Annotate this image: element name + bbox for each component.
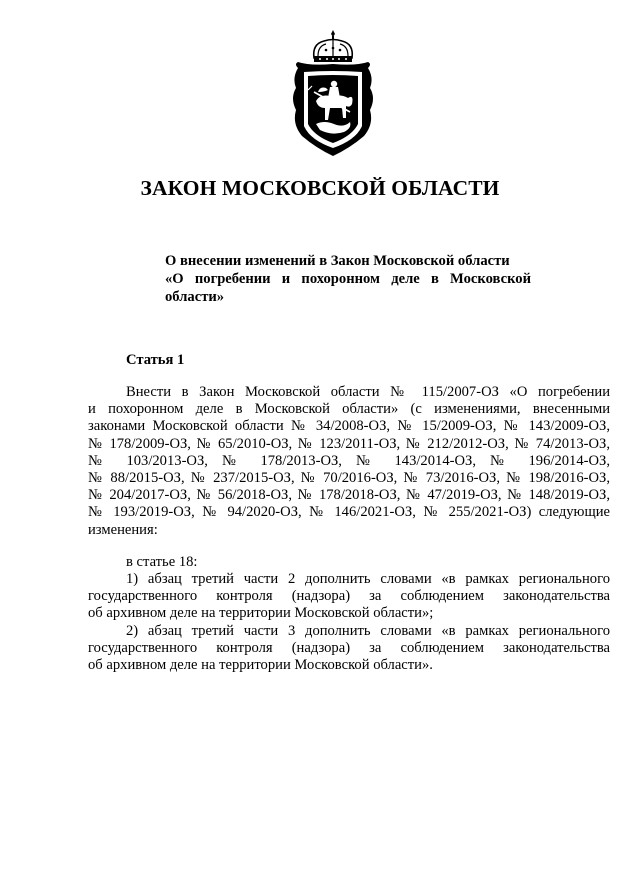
body-line: № 193/2019-ОЗ, № 94/2020-ОЗ, № 146/2021-ОЗ, № 255/2021-ОЗ) следующие bbox=[88, 504, 610, 521]
body-line: об архивном деле на территории Московской области»; bbox=[88, 605, 434, 622]
body-line: № 103/2013-ОЗ, № 178/2013-ОЗ, № 143/2014-ОЗ, № 196/2014-ОЗ, bbox=[88, 452, 610, 469]
body-line: об архивном деле на территории Московской области». bbox=[88, 657, 433, 674]
body-line: законами Московской области № 34/2008-ОЗ, № 15/2009-ОЗ, № 143/2009-ОЗ, bbox=[88, 418, 610, 435]
body-line: Внести в Закон Московской области № 115/2007-ОЗ «О погребении bbox=[126, 384, 610, 400]
article-heading: Статья 1 bbox=[126, 352, 185, 368]
subject-line: «О погребении и похоронном деле в Московской bbox=[165, 271, 531, 287]
body-line: № 178/2009-ОЗ, № 65/2010-ОЗ, № 123/2011-ОЗ, № 212/2012-ОЗ, № 74/2013-ОЗ, bbox=[88, 435, 610, 452]
body-line: государственного контроля (надзора) за соблюдением законодательства bbox=[88, 588, 610, 605]
body-line: 2) абзац третий части 3 дополнить словами «в рамках регионального bbox=[126, 622, 610, 639]
body-line: в статье 18: bbox=[126, 553, 198, 570]
law-subject bbox=[165, 252, 531, 306]
body-line: изменения: bbox=[88, 521, 158, 538]
document-title: ЗАКОН МОСКОВСКОЙ ОБЛАСТИ bbox=[140, 176, 500, 200]
subject-line: области» bbox=[165, 289, 225, 305]
article-body bbox=[88, 384, 610, 674]
coat-of-arms-icon bbox=[290, 28, 376, 162]
body-line: 1) абзац третий части 2 дополнить словами «в рамках регионального bbox=[126, 571, 610, 588]
subject-line: О внесении изменений в Закон Московской области bbox=[165, 253, 510, 269]
body-line: государственного контроля (надзора) за соблюдением законодательства bbox=[88, 639, 610, 656]
body-line: № 88/2015-ОЗ, № 237/2015-ОЗ, № 70/2016-ОЗ, № 73/2016-ОЗ, № 198/2016-ОЗ, bbox=[88, 470, 610, 487]
body-line: и похоронном деле в Московской области» (с изменениями, внесенными bbox=[88, 401, 610, 418]
crown-icon bbox=[314, 30, 353, 62]
body-line: № 204/2017-ОЗ, № 56/2018-ОЗ, № 178/2018-ОЗ, № 47/2019-ОЗ, № 148/2019-ОЗ, bbox=[88, 487, 610, 504]
